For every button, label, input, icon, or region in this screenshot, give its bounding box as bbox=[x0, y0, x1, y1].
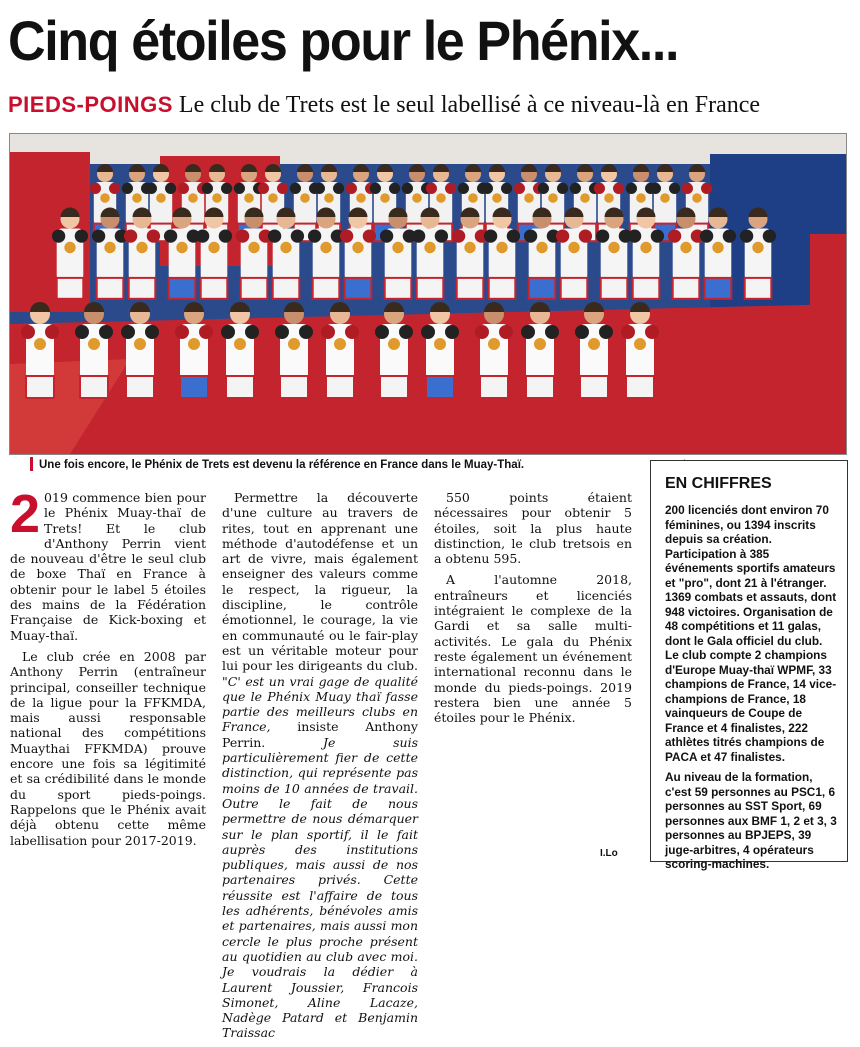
paragraph-text: 019 commence bien pour le Phénix Muay-thaï de Trets! Et le club d'Anthony Perrin vient de nouveau d'être le seul club de boxe Thaï en France à obtenir pour le label 5 étoiles des mains de la Fédération Française de Kick-boxing et Muay-thaï. bbox=[10, 490, 206, 643]
article-column-2 bbox=[222, 490, 418, 1047]
article-column-3 bbox=[434, 490, 632, 731]
team-photo bbox=[9, 133, 847, 455]
deck: Le club de Trets est le seul labellisé à ce niveau-là en France bbox=[178, 92, 761, 118]
sidebar-title: EN CHIFFRES bbox=[665, 475, 772, 492]
article-paragraph: A l'automne 2018, entraîneurs et licenciés intégraient le complexe de la Gardi et sa salle multi-activités. Le gala du Phénix reste également un événement international reconnu dans le monde du pieds-poings. 2019 restera bien une année 5 étoiles pour le Phénix. bbox=[434, 572, 632, 726]
caption-bar bbox=[30, 457, 33, 471]
headline: Cinq étoiles pour le Phénix... bbox=[8, 9, 679, 72]
article-paragraph: Le club crée en 2008 par Anthony Perrin (entraîneur principal, conseiller technique de la ligue pour la FFKMDA, mais aussi responsable national des compétitions Muaythai FFKMDA) prouve encore une fois sa légitimité et sa crédibilité dans le monde du sport pieds-poings. Rappelons que le Phénix avait déjà obtenu cette même labellisation pour 2017-2019. bbox=[10, 648, 206, 848]
drop-cap: 2 bbox=[10, 484, 41, 544]
article-paragraph: 550 points étaient nécessaires pour obtenir 5 étoiles, soit la plus haute distinction, le club tretsois en a obtenu 595. bbox=[434, 490, 632, 567]
figures-sidebar bbox=[650, 460, 848, 871]
quote-text: C' est un vrai gage de qualité que le Phénix Muay thaï fasse partie des meilleurs clubs en France, bbox=[222, 673, 418, 735]
article-paragraph bbox=[222, 490, 418, 1041]
caption-text: Une fois encore, le Phénix de Trets est devenu la référence en France dans le Muay-Thaï. bbox=[39, 459, 525, 471]
paragraph-text: insiste Anthony Perrin. bbox=[222, 719, 418, 750]
article-column-1 bbox=[10, 484, 206, 854]
author-signature: I.Lo bbox=[600, 848, 618, 859]
paragraph-text: Permettre la découverte d'une culture au travers de rites, tout en apprenant une méthode d'autodéfense et un art de vivre, mais également enseigner des valeurs comme le respect, la rigueur, la discipline, le contrôle émotionnel, le courage, la vie en communauté ou le fair-play est un véritable moteur pour lui pour les dirigeants du club. " bbox=[222, 490, 418, 689]
section-kicker: PIEDS-POINGS bbox=[8, 92, 173, 117]
subheadline bbox=[8, 90, 856, 121]
article-paragraph bbox=[10, 484, 206, 643]
sidebar-paragraph: 200 licenciés dont environ 70 féminines, ou 1394 inscrits depuis sa création. Participation à 385 événements sportifs amateurs et "pro", dont 21 à l'étranger. 1369 combats et assauts, dont 948 victoires. Organisation de 48 compétitions et 11 galas, dont le Gala officiel du club. Le club compte 2 champions d'Europe Muay-thaï WPMF, 33 champions de France, 14 vice-champions de France, 18 vainqueurs de Coupe de France et 4 finalistes, 222 athlètes titrés champions de PACA et 47 finalistes. bbox=[665, 503, 837, 764]
quote-text: Je suis particulièrement fier de cette distinction, qui représente pas moins de 10 années de travail. Outre le fait de nous permettre de nous démarquer sur le plan sportif, il le fait auprès des institutions publiques, mais aussi de nos partenaires privés. Cette réussite est l'affaire de tous les adhérents, bénévoles amis et partenaires, mais aussi mon cercle le plus proche présent au quotidien au club avec moi. Je voudrais la dédier à Laurent Joussier, Francois Simonet, Aline Lacaze, Nadège Patard et Benjamin Traissac bbox=[222, 734, 418, 1041]
sidebar-paragraph: Au niveau de la formation, c'est 59 personnes au PSC1, 6 personnes au SST Sport, 69 personnes aux BMF 1, 2 et 3, 3 personnes au BPJEPS, 39 juge-arbitres, 4 opérateurs scoring-machines. bbox=[665, 770, 837, 871]
team-photo-illustration bbox=[10, 134, 846, 454]
